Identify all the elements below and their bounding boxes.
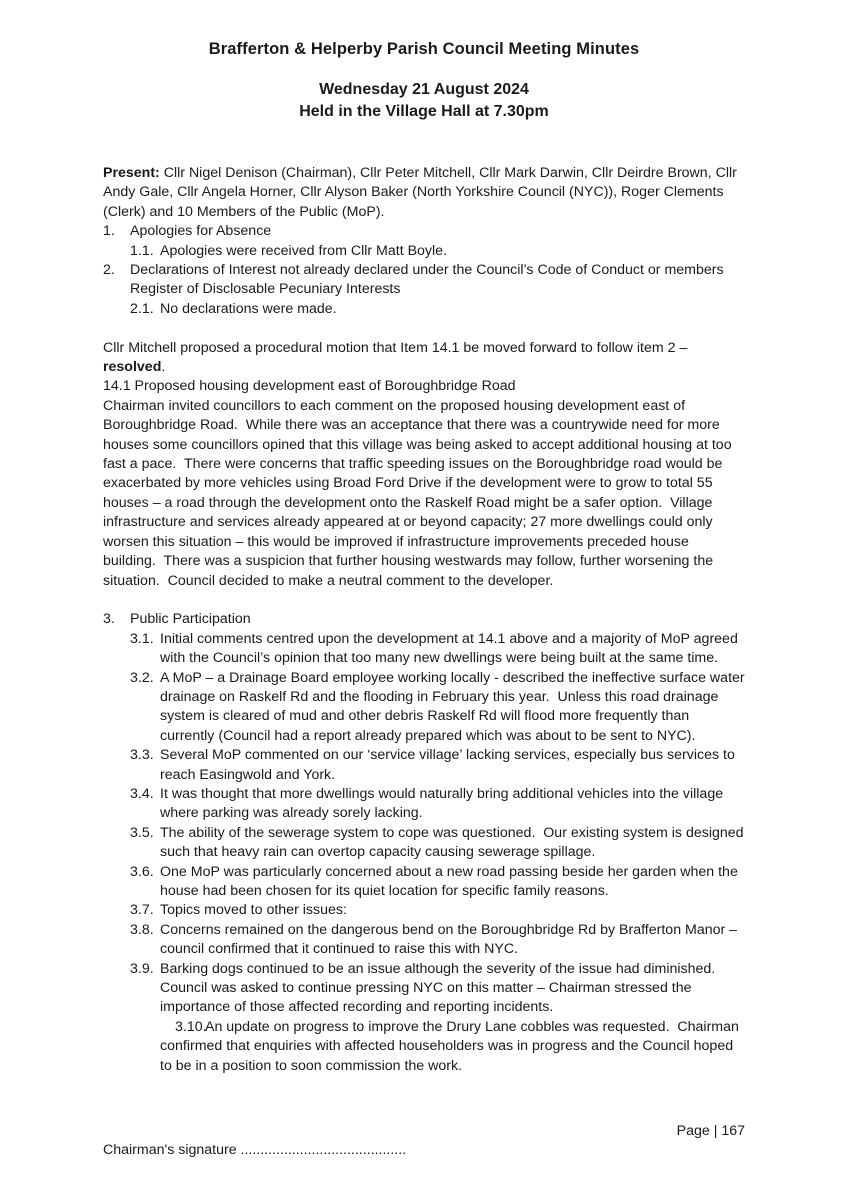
item-text: Public Participation	[130, 611, 251, 628]
item-14-1-heading: 14.1 Proposed housing development east of Boroughbridge Road	[103, 378, 516, 395]
meeting-date: Wednesday 21 August 2024	[319, 81, 529, 98]
present-label: Present:	[103, 165, 160, 181]
item-text: The ability of the sewerage system to cope was questioned. Our existing system is designed such that heavy rain can overtop capacity causing sewerage spillage.	[160, 824, 748, 861]
item-14-1-body	[103, 397, 745, 591]
agenda-item-3-7	[130, 901, 745, 920]
agenda-item-3-9	[130, 960, 745, 1018]
spacer	[103, 319, 745, 338]
page-number: Page | 167	[676, 1123, 745, 1139]
item-text: Barking dogs continued to be an issue although the severity of the issue had diminished. Council was asked to continue pressing NYC on this matter – Chairman stressed the importance of those affected recording and reporting incidents.	[160, 960, 724, 1016]
item-number: 3.3.	[130, 747, 154, 764]
item-number: 3.9.	[130, 960, 154, 977]
spacer	[103, 591, 745, 610]
agenda-item-2	[103, 261, 745, 300]
item-text: Initial comments centred upon the development at 14.1 above and a majority of MoP agreed with the Council’s opinion that too many new dwellings were being built at the same time.	[160, 630, 742, 667]
item-text: Apologies were received from Cllr Matt Boyle.	[160, 242, 448, 259]
agenda-item-2-1	[130, 300, 745, 319]
agenda-item-1-1	[130, 242, 745, 261]
present-paragraph	[103, 164, 745, 222]
agenda-item-3-10	[130, 1018, 745, 1076]
item-number: 3.1.	[130, 630, 154, 647]
motion-suffix: .	[161, 359, 166, 376]
item-number: 3.4.	[130, 785, 154, 802]
item-text: Topics moved to other issues:	[160, 902, 347, 919]
agenda-item-3-3	[130, 746, 745, 785]
item-number: 3.6.	[130, 863, 154, 880]
present-text: Cllr Nigel Denison (Chairman), Cllr Peter Mitchell, Cllr Mark Darwin, Cllr Deirdre Brown, Cllr Andy Gale, Cllr Angela Horner, Cllr Alyson Baker (North Yorkshire Council (NYC)), Roger Clements (Clerk) and 10 Members of the Public (MoP).	[103, 165, 741, 220]
agenda-item-3-5	[130, 824, 748, 863]
agenda-item-3	[103, 610, 745, 629]
agenda-item-3-4	[130, 785, 745, 824]
item-number: 3.10.	[175, 1018, 207, 1035]
document-title: Brafferton & Helperby Parish Council Meeting Minutes	[208, 40, 640, 58]
agenda-item-3-8	[130, 921, 745, 960]
item-number: 2.	[103, 262, 115, 279]
item-number: 2.1.	[130, 300, 154, 317]
item-number: 3.8.	[130, 921, 154, 938]
item-text: No declarations were made.	[160, 300, 337, 317]
spacer	[103, 123, 745, 164]
item-text: An update on progress to improve the Drury Lane cobbles was requested. Chairman confirmed that enquiries with affected householders was in progress and the Council hoped to be in a position to soon commission the work.	[160, 1018, 743, 1074]
agenda-item-1	[103, 222, 745, 241]
item-text: A MoP – a Drainage Board employee working locally - described the ineffective surface water drainage on Raskelf Rd and the flooding in February this year. Unless this road drainage system is cleared of mud and other debris Raskelf Rd will flood more frequently than currently (Council had a report already prepared which was about to be sent to NYC).	[160, 669, 749, 744]
item-number: 3.	[103, 611, 115, 628]
item-text: Declarations of Interest not already declared under the Council’s Code of Conduct or members Register of Disclosable Pecuniary Interests	[130, 262, 728, 298]
item-number: 3.2.	[130, 669, 154, 686]
item-number: 1.1.	[130, 242, 154, 259]
agenda-item-3-2	[130, 669, 749, 747]
motion-resolved: resolved	[103, 359, 162, 376]
item-text: It was thought that more dwellings would naturally bring additional vehicles into the village where parking was already sorely lacking.	[160, 785, 728, 822]
item-14-1-body-text: Chairman invited councillors to each comment on the proposed housing development east of Boroughbridge Road. While there was an acceptance that there was a countrywide need for more houses some councillors opined that this village was being asked to accept additional housing at too fast a pace. There were concerns that traffic speeding issues on the Boroughbridge road would be exacerbated by more vehicles using Broad Ford Drive if the development were to grow to total 55 houses – a road through the development onto the Raskelf Road might be a safer option. Village infrastructure and services already appeared at or beyond capacity; 27 more dwellings could only worsen this situation – this would be improved if infrastructure improvements preceded house building. There was a suspicion that further housing westwards may follow, further worsening the situation. Council decided to make a neutral comment to the developer.	[103, 397, 736, 589]
motion-text: Cllr Mitchell proposed a procedural motion that Item 14.1 be moved forward to follow item 2 –	[103, 339, 692, 356]
agenda-item-3-1	[130, 630, 745, 669]
item-text: Concerns remained on the dangerous bend on the Boroughbridge Rd by Brafferton Manor – council confirmed that it continued to raise this with NYC.	[160, 921, 742, 958]
procedural-motion-paragraph	[103, 339, 745, 378]
item-text: Several MoP commented on our ‘service village’ lacking services, especially bus services to reach Easingwold and York.	[160, 747, 739, 783]
agenda-item-3-6	[130, 863, 745, 902]
chairman-signature-line: Chairman's signature ..........................................	[103, 1142, 407, 1158]
item-number: 3.5.	[130, 824, 154, 841]
meeting-venue: Held in the Village Hall at 7.30pm	[299, 103, 549, 120]
item-text: Apologies for Absence	[130, 223, 272, 240]
item-number: 3.7.	[130, 902, 154, 919]
item-number: 1.	[103, 223, 115, 240]
item-text: One MoP was particularly concerned about a new road passing beside her garden when the house had been chosen for its quiet location for specific family reasons.	[160, 863, 742, 899]
